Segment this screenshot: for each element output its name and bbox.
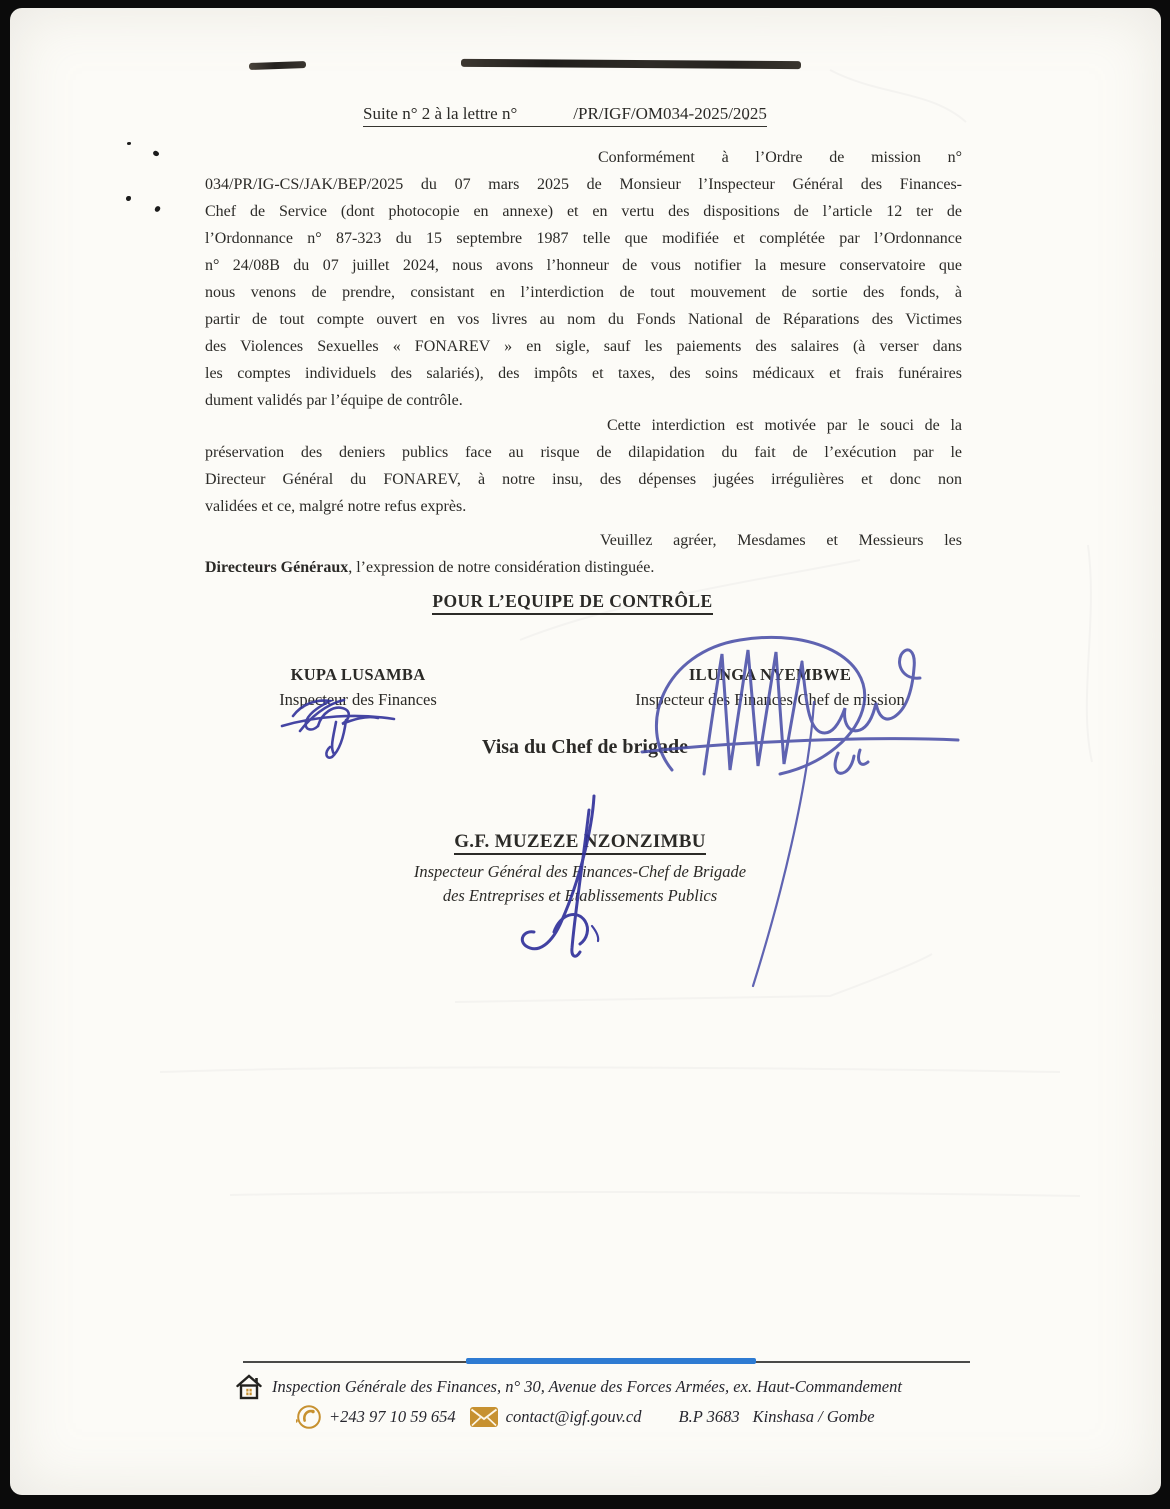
reference-line — [363, 104, 767, 127]
text-line: nous venons de prendre, consistant en l’interdiction de tout mouvement de sortie des fonds, à — [205, 284, 962, 301]
footer-contact-line — [296, 1404, 996, 1430]
house-icon — [234, 1372, 264, 1402]
closing-rest: , l’expression de notre considération distinguée. — [348, 559, 655, 576]
footer-rule-accent — [466, 1358, 756, 1364]
team-heading: POUR L’EQUIPE DE CONTRÔLE — [205, 591, 940, 612]
footer-phone: +243 97 10 59 654 — [329, 1407, 456, 1426]
closing-paragraph — [205, 527, 962, 581]
text-line: Conformément à l’Ordre de mission n° — [598, 149, 962, 166]
reference-number: /PR/IGF/OM034-2025/2025 — [573, 104, 767, 123]
reference-prefix: Suite n° 2 à la lettre n° — [363, 104, 518, 123]
closing-lead: Veuillez agréer, Mesdames et Messieurs les — [600, 532, 962, 549]
body-paragraph-2 — [205, 412, 962, 520]
text-line: dument validés par l’équipe de contrôle. — [205, 392, 463, 409]
text-line: 034/PR/IG-CS/JAK/BEP/2025 du 07 mars 2025 de Monsieur l’Inspecteur Général des Finances- — [205, 176, 962, 193]
body-paragraph-1 — [205, 144, 962, 414]
text-line: des Violences Sexuelles « FONAREV » en sigle, sauf les paiements des salaires (à verser dans — [205, 338, 962, 355]
phone-icon — [296, 1404, 322, 1430]
text-line: l’Ordonnance n° 87-323 du 15 septembre 1987 telle que modifiée et complétée par l’Ordonnance — [205, 230, 962, 247]
text-line: partir de tout compte ouvert en vos livres au nom du Fonds National de Réparations des Victimes — [205, 311, 962, 328]
text-line: les comptes individuels des salariés), des impôts et taxes, des soins médicaux et frais funéraires — [205, 365, 962, 382]
signatory-title: Inspecteur des Finances — [279, 690, 437, 709]
footer-email: contact@igf.gouv.cd — [505, 1407, 642, 1426]
text-line: Directeur Général du FONAREV, à notre insu, des dépenses jugées irrégulières et donc non — [205, 471, 962, 488]
text-line: Chef de Service (dont photocopie en annexe) et en vertu des dispositions de l’article 12 ter de — [205, 203, 962, 220]
brigade-chief-name: G.F. MUZEZE NZONZIMBU — [454, 831, 706, 855]
text-line — [205, 554, 962, 581]
footer-city: Kinshasa / Gombe — [752, 1407, 875, 1426]
visa-heading: Visa du Chef de brigade — [482, 736, 688, 758]
signatory-right — [600, 662, 940, 712]
signatory-name: KUPA LUSAMBA — [290, 665, 426, 684]
text-line: validées et ce, malgré notre refus exprès. — [205, 498, 467, 515]
closing-bold: Directeurs Généraux — [205, 559, 349, 576]
signatory-left — [218, 662, 498, 712]
brigade-chief-block — [350, 830, 810, 908]
brigade-chief-title: des Entreprises et Etablissements Publics — [442, 886, 718, 905]
signatory-title: Inspecteur des Finances/Chef de mission — [635, 690, 905, 709]
brigade-chief-title: Inspecteur Général des Finances-Chef de Brigade — [413, 862, 747, 881]
footer-po-box: B.P 3683 — [678, 1407, 740, 1426]
text-line: préservation des deniers publics face au risque de dilapidation du fait de l’exécution par le — [205, 444, 962, 461]
text-line — [205, 527, 962, 554]
footer-address-line — [234, 1372, 974, 1402]
text-line: Cette interdiction est motivée par le souci de la — [607, 417, 962, 434]
text-line: n° 24/08B du 07 juillet 2024, nous avons l’honneur de vous notifier la mesure conservatoire que — [205, 257, 962, 274]
envelope-icon — [469, 1406, 499, 1428]
footer-address: Inspection Générale des Finances, n° 30, Avenue des Forces Armées, ex. Haut-Commandement — [272, 1377, 902, 1396]
signatory-name: ILUNGA NYEMBWE — [688, 665, 852, 684]
